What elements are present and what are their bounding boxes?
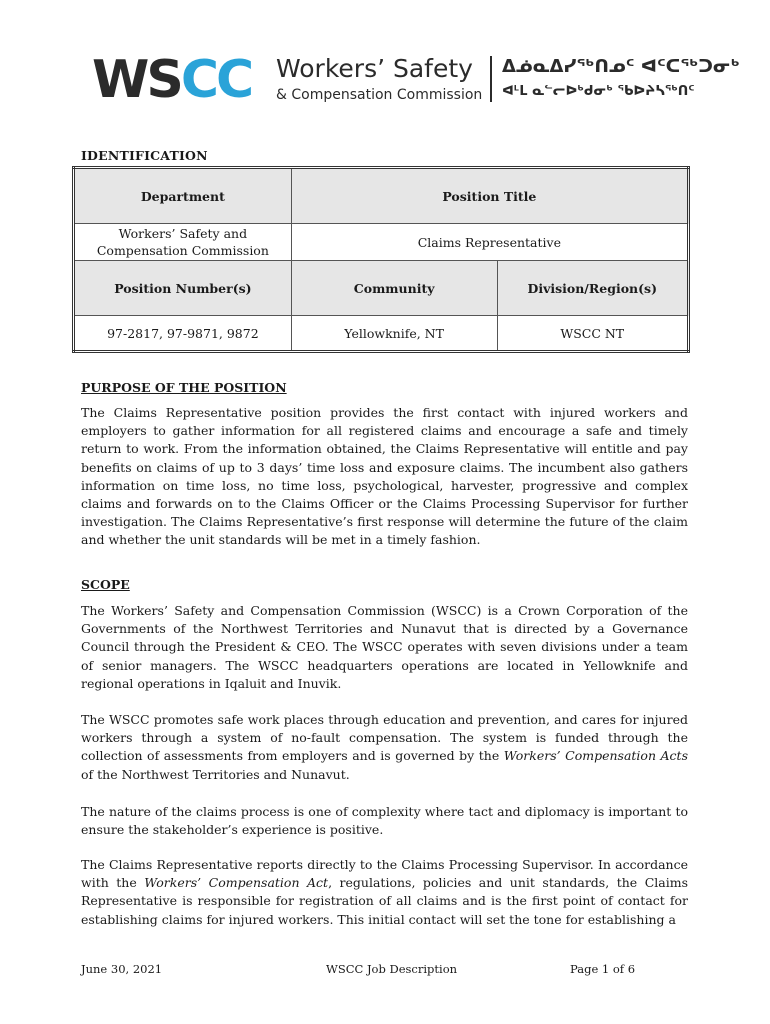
logo-syllabics-line1: ᐃᓅᓇᐃᓯᖅᑎᓄᑦ ᐊᑦᑕᕐᒃᑐᓂᒃ bbox=[502, 56, 740, 77]
identification-table bbox=[72, 166, 690, 353]
logo-mark bbox=[92, 52, 251, 108]
logo-divider bbox=[490, 56, 492, 102]
logo-org-name bbox=[276, 54, 482, 104]
footer-date: June 30, 2021 bbox=[81, 962, 163, 976]
table-row bbox=[74, 261, 689, 316]
position-title-header: Position Title bbox=[291, 168, 688, 224]
scope-heading: SCOPE bbox=[81, 577, 130, 592]
position-numbers-header: Position Number(s) bbox=[74, 261, 292, 316]
logo-syllabics-line2: ᐊᒻᒪ ᓇᓪᓕᐅᒃᑯᓂᒃ ᖃᐅᔨᓴᖅᑎᑦ bbox=[502, 84, 695, 99]
logo-name-line1: Workers’ Safety bbox=[276, 54, 473, 83]
department-value bbox=[74, 224, 292, 261]
scope-paragraph-1: The Workers’ Safety and Compensation Commission (WSCC) is a Crown Corporation of the Governments of the Northwest Territories and Nunavut that is directed by a Governance Council through the President & CEO. The WSCC operates with seven divisions under a team of senior managers. The WSCC headquarters operations are located in Yellowknife and regional operations in Iqaluit and Inuvik. bbox=[81, 603, 688, 691]
logo-syllabics bbox=[502, 54, 740, 102]
table-row bbox=[74, 224, 689, 261]
community-header: Community bbox=[291, 261, 497, 316]
scope-p2-text-end: of the Northwest Territories and Nunavut. bbox=[81, 766, 350, 782]
division-region-header: Division/Region(s) bbox=[497, 261, 688, 316]
purpose-paragraph: The Claims Representative position provides the first contact with injured workers and employers to gather information for all registered claims and encourage a safe and timely return to work. From the information obtained, the Claims Representative will entitle and pay benefits on claims of up to 3 days’ time loss and exposure claims. The incumbent also gathers information on time loss, no time loss, psychological, harvester, progressive and complex claims and forwards on to the Claims Officer or the Claims Processing Supervisor for further investigation. The Claims Representative’s first response will determine the future of the claim and whether the unit standards will be met in a timely fashion. bbox=[81, 405, 688, 548]
scope-paragraph-4 bbox=[81, 856, 688, 929]
scope-p4-text-end: , regulations, policies and unit standards, the Claims Representative is responsible for registration of all claims and is the first point of contact for establishing claims for injured workers. This initial contact will set the tone for establishing a bbox=[81, 875, 688, 927]
scope-paragraph-3: The nature of the claims process is one of complexity where tact and diplomacy is important to ensure the stakeholder’s experience is positive. bbox=[81, 804, 688, 838]
logo-mark-cc: CC bbox=[180, 50, 252, 110]
footer-page-number: Page 1 of 6 bbox=[570, 962, 636, 976]
purpose-heading: PURPOSE OF THE POSITION bbox=[81, 380, 287, 395]
table-row bbox=[74, 168, 689, 224]
community-value: Yellowknife, NT bbox=[291, 316, 497, 352]
position-numbers-value: 97-2817, 97-9871, 9872 bbox=[74, 316, 292, 352]
scope-p2-act-title: Workers’ Compensation Acts bbox=[503, 748, 688, 764]
position-title-value: Claims Representative bbox=[291, 224, 688, 261]
identification-heading: IDENTIFICATION bbox=[81, 148, 208, 163]
wscc-logo bbox=[92, 50, 740, 110]
scope-p2-text: The WSCC promotes safe work places through education and prevention, and cares for injured workers through a system of no-fault compensation. The system is funded through the collection of assessments from employers and is governed by the bbox=[81, 712, 688, 764]
department-value-line1: Workers’ Safety and bbox=[118, 226, 248, 241]
division-region-value: WSCC NT bbox=[497, 316, 688, 352]
table-row bbox=[74, 316, 689, 352]
department-header: Department bbox=[74, 168, 292, 224]
scope-p4-text: The Claims Representative reports directly to the Claims Processing Supervisor. In accordance with the bbox=[81, 857, 688, 891]
scope-paragraph-2 bbox=[81, 711, 688, 784]
logo-name-line2: & Compensation Commission bbox=[276, 87, 483, 103]
footer-doc-title: WSCC Job Description bbox=[326, 962, 458, 976]
logo-mark-ws: WS bbox=[92, 50, 181, 110]
department-value-line2: Compensation Commission bbox=[96, 243, 269, 258]
scope-p4-act-title: Workers’ Compensation Act bbox=[144, 875, 329, 891]
